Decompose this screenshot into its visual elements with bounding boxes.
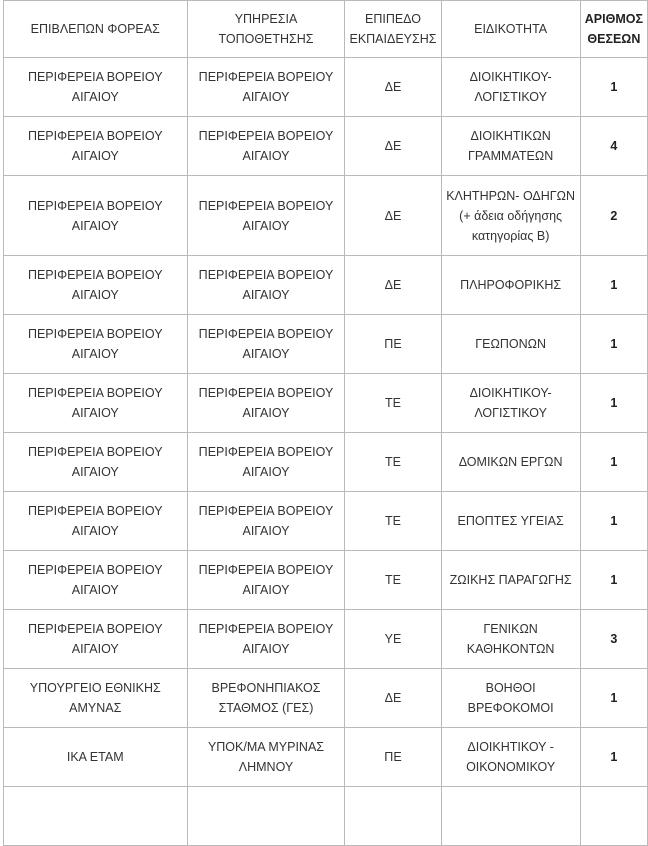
count-cell	[580, 787, 647, 846]
service-cell: ΠΕΡΙΦΕΡΕΙΑ ΒΟΡΕΙΟΥ ΑΙΓΑΙΟΥ	[187, 433, 345, 492]
level-cell: ΔΕ	[345, 58, 441, 117]
table-row	[4, 728, 648, 787]
table-row	[4, 256, 648, 315]
level-cell: ΔΕ	[345, 669, 441, 728]
count-cell: 1	[580, 315, 647, 374]
agency-cell: ΥΠΟΥΡΓΕΙΟ ΕΘΝΙΚΗΣ ΑΜΥΝΑΣ	[4, 669, 188, 728]
count-cell: 1	[580, 551, 647, 610]
table-row	[4, 433, 648, 492]
level-cell: ΥΕ	[345, 610, 441, 669]
agency-cell: ΠΕΡΙΦΕΡΕΙΑ ΒΟΡΕΙΟΥ ΑΙΓΑΙΟΥ	[4, 610, 188, 669]
specialty-cell: ΓΕΝΙΚΩΝ ΚΑΘΗΚΟΝΤΩΝ	[441, 610, 580, 669]
agency-cell: ΠΕΡΙΦΕΡΕΙΑ ΒΟΡΕΙΟΥ ΑΙΓΑΙΟΥ	[4, 256, 188, 315]
service-cell: ΠΕΡΙΦΕΡΕΙΑ ΒΟΡΕΙΟΥ ΑΙΓΑΙΟΥ	[187, 551, 345, 610]
specialty-cell: ΔΙΟΙΚΗΤΙΚΟΥ - ΟΙΚΟΝΟΜΙΚΟΥ	[441, 728, 580, 787]
count-cell: 1	[580, 492, 647, 551]
agency-cell: ΠΕΡΙΦΕΡΕΙΑ ΒΟΡΕΙΟΥ ΑΙΓΑΙΟΥ	[4, 58, 188, 117]
level-cell	[345, 787, 441, 846]
specialty-cell	[441, 787, 580, 846]
level-cell: ΔΕ	[345, 176, 441, 256]
table-row	[4, 374, 648, 433]
agency-cell: ΠΕΡΙΦΕΡΕΙΑ ΒΟΡΕΙΟΥ ΑΙΓΑΙΟΥ	[4, 492, 188, 551]
level-cell: ΔΕ	[345, 256, 441, 315]
agency-cell: ΠΕΡΙΦΕΡΕΙΑ ΒΟΡΕΙΟΥ ΑΙΓΑΙΟΥ	[4, 117, 188, 176]
count-cell: 1	[580, 728, 647, 787]
agency-cell	[4, 787, 188, 846]
table-row	[4, 315, 648, 374]
service-cell: ΥΠΟΚ/ΜΑ ΜΥΡΙΝΑΣ ΛΗΜΝΟΥ	[187, 728, 345, 787]
service-cell	[187, 787, 345, 846]
agency-cell: ΠΕΡΙΦΕΡΕΙΑ ΒΟΡΕΙΟΥ ΑΙΓΑΙΟΥ	[4, 551, 188, 610]
count-cell: 3	[580, 610, 647, 669]
table-row	[4, 176, 648, 256]
header-agency: ΕΠΙΒΛΕΠΩΝ ΦΟΡΕΑΣ	[4, 1, 188, 58]
specialty-cell: ΔΙΟΙΚΗΤΙΚΩΝ ΓΡΑΜΜΑΤΕΩΝ	[441, 117, 580, 176]
table-row	[4, 610, 648, 669]
service-cell: ΠΕΡΙΦΕΡΕΙΑ ΒΟΡΕΙΟΥ ΑΙΓΑΙΟΥ	[187, 256, 345, 315]
specialty-cell: ΔΙΟΙΚΗΤΙΚΟΥ-ΛΟΓΙΣΤΙΚΟΥ	[441, 58, 580, 117]
specialty-cell: ΓΕΩΠΟΝΩΝ	[441, 315, 580, 374]
specialty-cell: ΔΟΜΙΚΩΝ ΕΡΓΩΝ	[441, 433, 580, 492]
count-cell: 1	[580, 669, 647, 728]
header-service: ΥΠΗΡΕΣΙΑ ΤΟΠΟΘΕΤΗΣΗΣ	[187, 1, 345, 58]
level-cell: ΠΕ	[345, 728, 441, 787]
specialty-cell: ΒΟΗΘΟΙ ΒΡΕΦΟΚΟΜΟΙ	[441, 669, 580, 728]
table-row	[4, 787, 648, 846]
table-row	[4, 117, 648, 176]
count-cell: 1	[580, 374, 647, 433]
header-count: ΑΡΙΘΜΟΣ ΘΕΣΕΩΝ	[580, 1, 647, 58]
level-cell: ΤΕ	[345, 492, 441, 551]
agency-cell: ΠΕΡΙΦΕΡΕΙΑ ΒΟΡΕΙΟΥ ΑΙΓΑΙΟΥ	[4, 176, 188, 256]
agency-cell: ΠΕΡΙΦΕΡΕΙΑ ΒΟΡΕΙΟΥ ΑΙΓΑΙΟΥ	[4, 433, 188, 492]
header-specialty: ΕΙΔΙΚΟΤΗΤΑ	[441, 1, 580, 58]
positions-table	[3, 0, 648, 846]
service-cell: ΠΕΡΙΦΕΡΕΙΑ ΒΟΡΕΙΟΥ ΑΙΓΑΙΟΥ	[187, 492, 345, 551]
agency-cell: ΠΕΡΙΦΕΡΕΙΑ ΒΟΡΕΙΟΥ ΑΙΓΑΙΟΥ	[4, 374, 188, 433]
level-cell: ΔΕ	[345, 117, 441, 176]
agency-cell: ΠΕΡΙΦΕΡΕΙΑ ΒΟΡΕΙΟΥ ΑΙΓΑΙΟΥ	[4, 315, 188, 374]
table-row	[4, 669, 648, 728]
table-row	[4, 58, 648, 117]
specialty-cell: ΖΩΙΚΗΣ ΠΑΡΑΓΩΓΗΣ	[441, 551, 580, 610]
specialty-cell: ΚΛΗΤΗΡΩΝ- ΟΔΗΓΩΝ (+ άδεια οδήγησης κατηγορίας Β)	[441, 176, 580, 256]
service-cell: ΠΕΡΙΦΕΡΕΙΑ ΒΟΡΕΙΟΥ ΑΙΓΑΙΟΥ	[187, 610, 345, 669]
count-cell: 1	[580, 433, 647, 492]
service-cell: ΠΕΡΙΦΕΡΕΙΑ ΒΟΡΕΙΟΥ ΑΙΓΑΙΟΥ	[187, 374, 345, 433]
service-cell: ΠΕΡΙΦΕΡΕΙΑ ΒΟΡΕΙΟΥ ΑΙΓΑΙΟΥ	[187, 315, 345, 374]
table-row	[4, 492, 648, 551]
level-cell: ΤΕ	[345, 374, 441, 433]
level-cell: ΠΕ	[345, 315, 441, 374]
count-cell: 1	[580, 256, 647, 315]
service-cell: ΠΕΡΙΦΕΡΕΙΑ ΒΟΡΕΙΟΥ ΑΙΓΑΙΟΥ	[187, 176, 345, 256]
service-cell: ΒΡΕΦΟΝΗΠΙΑΚΟΣ ΣΤΑΘΜΟΣ (ΓΕΣ)	[187, 669, 345, 728]
service-cell: ΠΕΡΙΦΕΡΕΙΑ ΒΟΡΕΙΟΥ ΑΙΓΑΙΟΥ	[187, 117, 345, 176]
table-row	[4, 551, 648, 610]
header-level: ΕΠΙΠΕΔΟ ΕΚΠΑΙΔΕΥΣΗΣ	[345, 1, 441, 58]
level-cell: ΤΕ	[345, 433, 441, 492]
level-cell: ΤΕ	[345, 551, 441, 610]
count-cell: 1	[580, 58, 647, 117]
specialty-cell: ΔΙΟΙΚΗΤΙΚΟΥ-ΛΟΓΙΣΤΙΚΟΥ	[441, 374, 580, 433]
count-cell: 2	[580, 176, 647, 256]
count-cell: 4	[580, 117, 647, 176]
service-cell: ΠΕΡΙΦΕΡΕΙΑ ΒΟΡΕΙΟΥ ΑΙΓΑΙΟΥ	[187, 58, 345, 117]
agency-cell: ΙΚΑ ΕΤΑΜ	[4, 728, 188, 787]
header-row	[4, 1, 648, 58]
specialty-cell: ΕΠΟΠΤΕΣ ΥΓΕΙΑΣ	[441, 492, 580, 551]
specialty-cell: ΠΛΗΡΟΦΟΡΙΚΗΣ	[441, 256, 580, 315]
